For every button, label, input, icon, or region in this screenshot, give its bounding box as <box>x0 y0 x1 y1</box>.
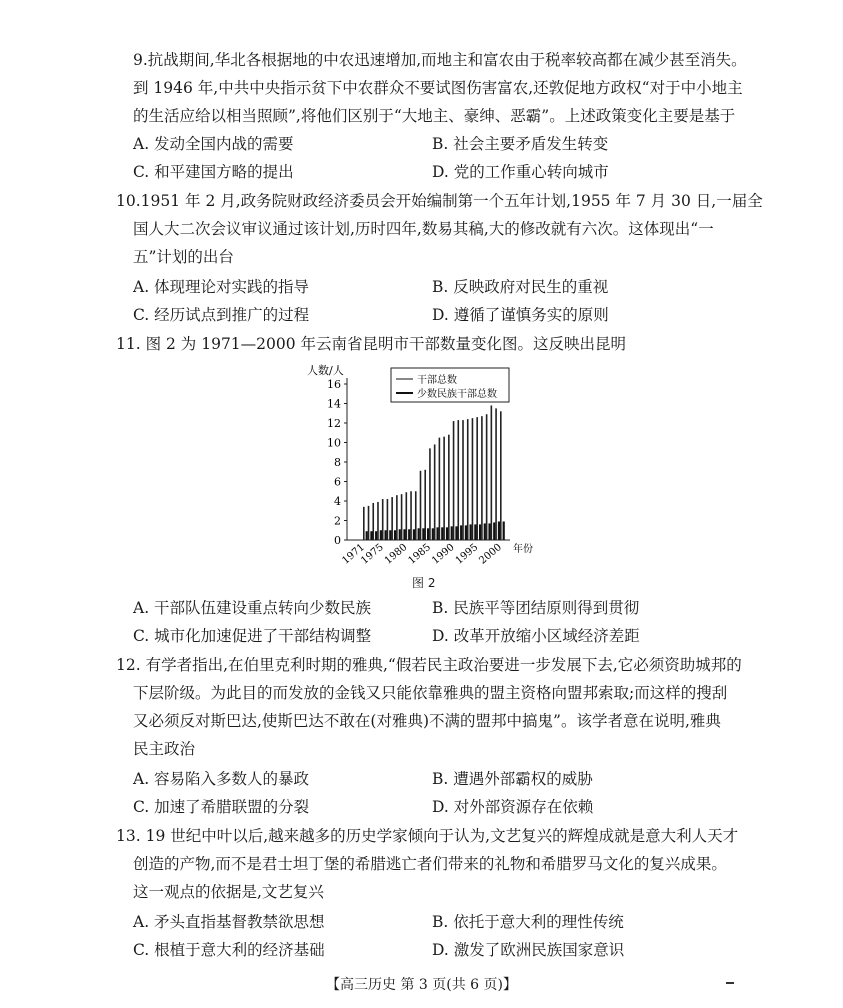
legend-label: 少数民族干部总数 <box>417 389 497 400</box>
question-10-line-3: 五”计划的出台 <box>133 248 234 266</box>
x-tick-label: 1990 <box>430 541 457 567</box>
bar-total <box>476 417 478 540</box>
bar-total <box>453 421 455 540</box>
chart-svg <box>305 362 555 577</box>
question-12-line-1: 12. 有学者指出,在伯里克利时期的雅典,“假若民主政治要进一步发展下去,它必须资助城邦的 <box>116 656 742 674</box>
bar-minority <box>470 524 472 540</box>
y-tick-label: 8 <box>334 456 341 469</box>
question-10-option-c[interactable]: C. 经历试点到推广的过程 <box>133 306 310 324</box>
bar-total <box>486 414 488 540</box>
question-13-line-3: 这一观点的依据是,文艺复兴 <box>133 883 324 901</box>
bar-total <box>415 491 417 540</box>
bar-minority <box>380 530 382 540</box>
bar-minority <box>441 527 443 540</box>
question-10-option-b[interactable]: B. 反映政府对民生的重视 <box>432 278 609 296</box>
chart-legend <box>391 368 509 402</box>
y-tick-label: 2 <box>334 514 341 528</box>
question-9-line-2: 到 1946 年,中共中央指示贫下中农群众不要试图伤害富农,还敦促地方政权“对于中小地主 <box>133 79 743 97</box>
question-13-option-a[interactable]: A. 矛头直指基督教禁欲思想 <box>133 913 325 931</box>
question-9-option-c[interactable]: C. 和平建国方略的提出 <box>133 163 294 181</box>
question-9-option-d[interactable]: D. 党的工作重心转向城市 <box>432 163 609 181</box>
bar-total <box>472 418 474 540</box>
bar-minority <box>446 527 448 540</box>
bar-total <box>401 494 403 540</box>
question-10-option-a[interactable]: A. 体现理论对实践的指导 <box>133 278 310 296</box>
bar-minority <box>413 529 415 540</box>
x-axis-label: 年份 <box>513 544 533 555</box>
bar-minority <box>389 530 391 540</box>
question-13-line-1: 13. 19 世纪中叶以后,越来越多的历史学家倾向于认为,文艺复兴的辉煌成就是意大利人天才 <box>116 827 739 845</box>
bar-total <box>410 491 412 540</box>
bar-total <box>457 420 459 540</box>
x-tick-label: 1995 <box>453 541 481 567</box>
bar-minority <box>503 521 505 540</box>
question-10-option-d[interactable]: D. 遵循了谨慎务实的原则 <box>432 306 609 324</box>
bar-total <box>372 503 374 540</box>
bar-total <box>363 507 365 540</box>
bar-minority <box>493 522 495 540</box>
bar-total <box>377 502 379 540</box>
y-tick-label: 14 <box>327 397 341 411</box>
y-axis-label: 人数/人 <box>307 364 344 377</box>
bar-minority <box>422 528 424 540</box>
bar-minority <box>375 531 377 540</box>
y-tick-label: 16 <box>327 378 341 391</box>
question-11-option-c[interactable]: C. 城市化加速促进了干部结构调整 <box>133 627 372 645</box>
bar-total <box>406 492 408 540</box>
bar-total <box>391 497 393 540</box>
bar-total <box>462 420 464 540</box>
bar-minority <box>432 528 434 540</box>
question-11-line-1: 11. 图 2 为 1971—2000 年云南省昆明市干部数量变化图。这反映出昆明 <box>116 335 627 353</box>
question-12-line-3: 又必须反对斯巴达,使斯巴达不敢在(对雅典)不满的盟邦中搞鬼”。该学者意在说明,雅典 <box>133 712 721 730</box>
question-12-option-b[interactable]: B. 遭遇外部霸权的威胁 <box>432 770 593 788</box>
bar-total <box>424 470 426 540</box>
bar-minority <box>460 525 462 540</box>
bar-minority <box>479 524 481 540</box>
x-tick-label: 1971 <box>340 541 367 567</box>
bar-minority <box>465 525 467 540</box>
bar-total <box>495 408 497 540</box>
figure-2-chart <box>305 362 555 577</box>
question-11-option-b[interactable]: B. 民族平等团结原则得到贯彻 <box>432 599 640 617</box>
question-12-option-d[interactable]: D. 对外部资源存在依赖 <box>432 798 594 816</box>
question-13-line-2: 创造的产物,而不是君士坦丁堡的希腊逃亡者们带来的礼物和希腊罗马文化的复兴成果。 <box>133 855 727 873</box>
question-12-option-a[interactable]: A. 容易陷入多数人的暴政 <box>133 770 310 788</box>
bar-minority <box>427 528 429 540</box>
question-12-option-c[interactable]: C. 加速了希腊联盟的分裂 <box>133 798 310 816</box>
y-tick-label: 10 <box>327 436 341 450</box>
y-tick-label: 0 <box>334 534 341 547</box>
bar-total <box>429 448 431 540</box>
bar-minority <box>455 526 457 540</box>
bar-minority <box>498 521 500 540</box>
y-tick-label: 6 <box>334 475 341 489</box>
bar-minority <box>370 531 372 540</box>
bar-minority <box>366 531 368 540</box>
bar-total <box>500 411 502 540</box>
x-tick-label: 1985 <box>406 541 434 567</box>
figure-caption: 图 2 <box>412 576 436 590</box>
bar-total <box>467 419 469 540</box>
question-10-line-1: 10.1951 年 2 月,政务院财政经济委员会开始编制第一个五年计划,1955 年 7 月 30 日,一届全 <box>116 192 763 210</box>
bar-total <box>481 416 483 540</box>
bar-total <box>387 499 389 540</box>
y-tick-label: 12 <box>327 417 341 430</box>
x-tick-label: 1975 <box>359 541 386 567</box>
bar-total <box>420 471 422 540</box>
bar-minority <box>436 527 438 540</box>
bar-total <box>382 499 384 540</box>
bar-minority <box>488 523 490 540</box>
bar-total <box>491 405 493 540</box>
bar-total <box>443 437 445 540</box>
bar-minority <box>384 530 386 540</box>
y-tick-label: 4 <box>334 495 341 508</box>
x-tick-label: 2000 <box>477 541 504 567</box>
corner-mark <box>726 982 734 984</box>
x-tick-label: 1980 <box>382 541 410 567</box>
bar-minority <box>451 526 453 540</box>
bar-total <box>396 495 398 540</box>
question-13-option-b[interactable]: B. 依托于意大利的理性传统 <box>432 913 624 931</box>
bar-minority <box>474 524 476 540</box>
question-12-line-2: 下层阶级。为此目的而发放的金钱又只能依靠雅典的盟主资格向盟邦索取;而这样的搜刮 <box>133 684 728 702</box>
question-13-option-d[interactable]: D. 激发了欧洲民族国家意识 <box>432 941 625 959</box>
question-10-line-2: 国人大二次会议审议通过该计划,历时四年,数易其稿,大的修改就有六次。这体现出“一 <box>133 220 714 238</box>
bar-minority <box>403 529 405 540</box>
bar-minority <box>418 528 420 540</box>
bar-minority <box>484 523 486 540</box>
question-12-line-4: 民主政治 <box>133 740 196 758</box>
bar-total <box>439 438 441 540</box>
question-9-option-a[interactable]: A. 发动全国内战的需要 <box>133 135 294 153</box>
legend-label: 干部总数 <box>417 375 457 386</box>
question-9-option-b[interactable]: B. 社会主要矛盾发生转变 <box>432 135 609 153</box>
page-footer: 【高三历史 第 3 页(共 6 页)】 <box>326 977 517 993</box>
bar-total <box>434 444 436 540</box>
question-9-line-3: 的生活应给以相当照顾”,将他们区别于“大地主、豪绅、恶霸”。上述政策变化主要是基于 <box>133 107 736 125</box>
bar-minority <box>408 529 410 540</box>
question-11-option-d[interactable]: D. 改革开放缩小区域经济差距 <box>432 627 640 645</box>
bar-minority <box>394 530 396 540</box>
bar-total <box>368 506 370 540</box>
question-11-option-a[interactable]: A. 干部队伍建设重点转向少数民族 <box>133 599 372 617</box>
question-9-line-1: 9.抗战期间,华北各根据地的中农迅速增加,而地主和富农由于税率较高都在减少甚至消失。 <box>133 51 747 69</box>
question-13-option-c[interactable]: C. 根植于意大利的经济基础 <box>133 941 325 959</box>
bar-total <box>448 435 450 540</box>
bar-minority <box>399 529 401 540</box>
chart-bars <box>363 405 505 540</box>
